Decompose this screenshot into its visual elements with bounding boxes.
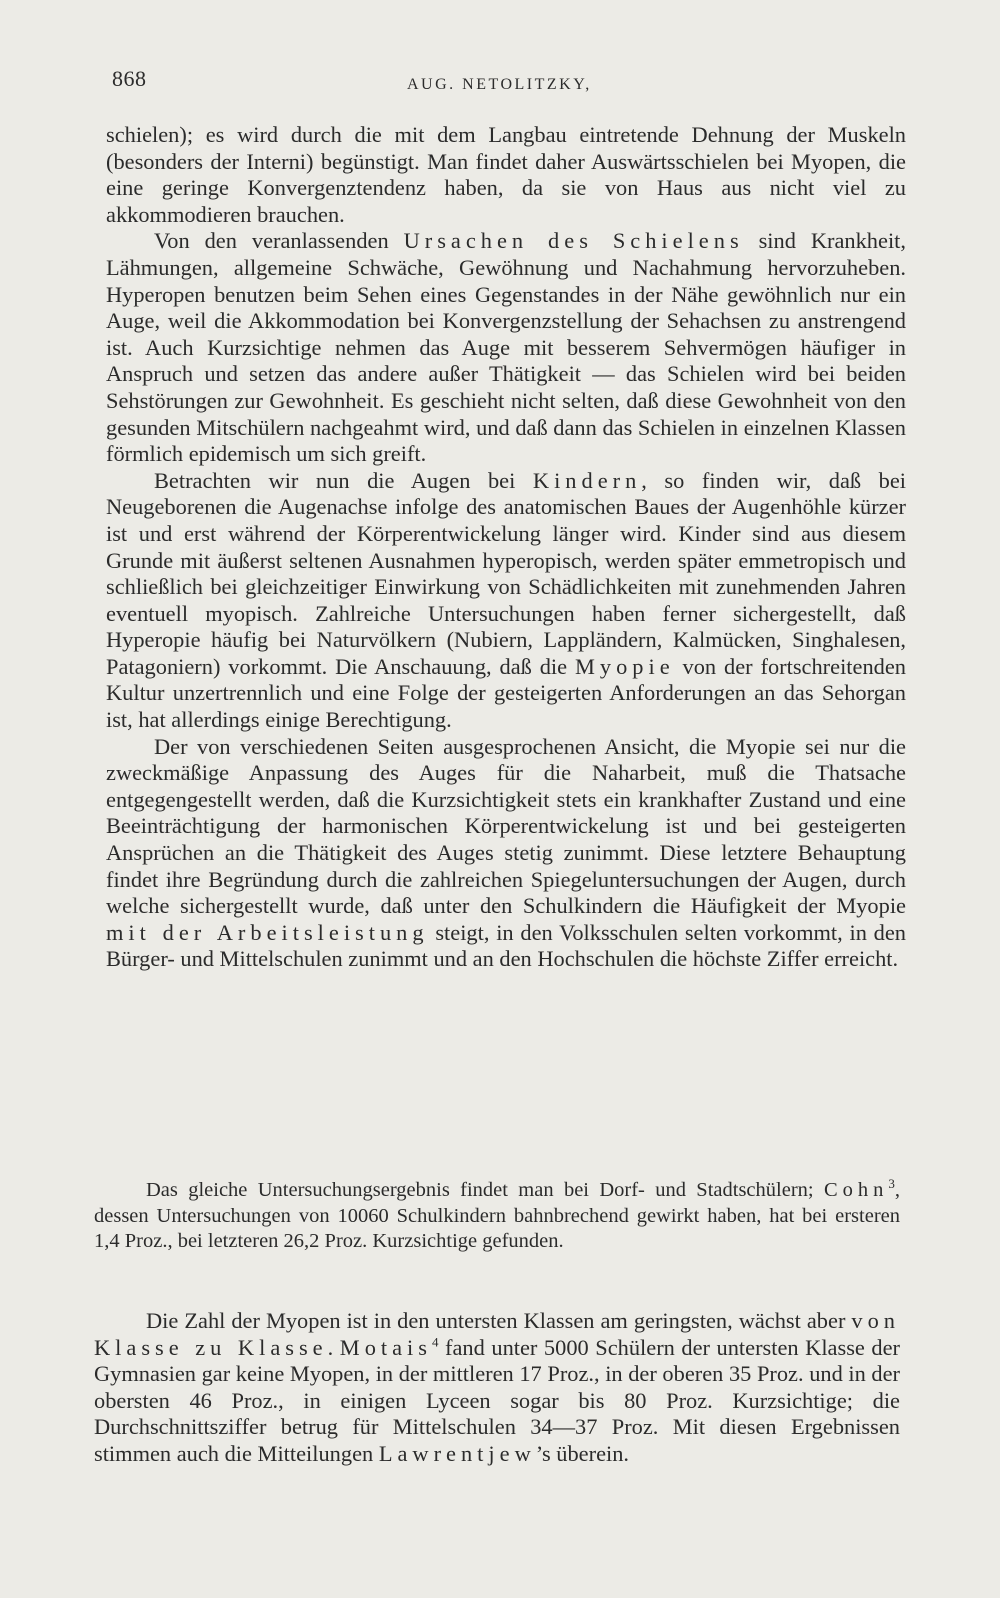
paragraph-6-author-motais: Motais [339, 1334, 432, 1360]
paragraph-4 [106, 734, 906, 973]
paragraph-6-author-lawrentjew: Lawrentjew [378, 1440, 536, 1466]
paragraph-1-text: schielen); es wird durch die mit dem Langbau eintretende Dehnung der Muskeln (besonders der Interni) begünstigt. Man findet daher Auswärtsschielen bei Myopen, die eine geringe Konvergenztendenz haben, da sie von Haus aus nicht viel zu akkommodieren brauchen. [106, 122, 906, 227]
paragraph-4-emphasis: mit der Arbeitsleistung [106, 919, 429, 945]
paragraph-4-text-c: steigt, in den Volksschulen selten vorkommt, in den Bürger- und Mittelschulen zunimmt und an den Hochschulen die höchste Ziffer erreicht. [106, 919, 906, 972]
paragraph-6-text-a: Die Zahl der Myopen ist in den untersten Klassen am geringsten, wächst aber [146, 1308, 852, 1333]
paragraph-4-text-a: Der von verschiedenen Seiten ausgesprochenen Ansicht, die Myopie sei nur die zweckmäßige Anpassung des Auges für die Naharbeit, muß die Thatsache entgegengestellt werden, daß die Kurzsichtigkeit stets ein krankhafter Zustand und eine Beeinträchtigung der harmonischen Körperentwickelung ist und bei gesteigerten Ansprüchen an die Thätigkeit des Auges stetig zunimmt. Diese letztere Behauptung findet ihre Begründung durch die zahlreichen Spiegeluntersuchungen der Augen, durch welche sichergestellt wurde, daß unter den Schulkindern die Häufigkeit der Myopie [106, 733, 906, 919]
paragraph-5 [94, 1178, 900, 1255]
paragraph-5-author-cohn: Cohn [823, 1179, 889, 1201]
paragraph-2-emphasis: Ursachen des Schielens [403, 228, 744, 254]
paragraph-3 [106, 468, 906, 734]
paragraph-2 [106, 228, 906, 467]
paragraph-6 [94, 1308, 900, 1468]
main-text [106, 122, 906, 973]
page-number: 868 [112, 66, 147, 91]
running-head: AUG. NETOLITZKY, [407, 76, 592, 93]
footnote-ref-3: 3 [888, 1176, 895, 1192]
paragraph-3-text-e: von der fortschreitenden Kultur unzertrennlich und eine Folge der gesteigerten Anforderungen an das Sehorgan ist, hat allerdings einige Berechtigung. [106, 653, 906, 733]
paragraph-5-text-a: Das gleiche Untersuchungsergebnis findet man bei Dorf- und Stadtschülern; [146, 1179, 824, 1201]
paragraph-3-text-c: , so finden wir, daß bei Neugeborenen die Augenachse infolge des anatomischen Baues der Augenhöhle kürzer ist und erst während der Körperentwickelung länger wird. Kinder sind aus diesem Grunde mit äußerst seltenen Ausnahmen hyperopisch, werden später emmetropisch und schließlich bei gleichzeitiger Einwirkung von Schädlichkeiten mit zunehmenden Jahren eventuell myopisch. Zahlreiche Untersuchungen haben ferner sichergestellt, daß Hyperopie häufig bei Naturvölkern (Nubiern, Lappländern, Kalmücken, Singhalesen, Patagoniern) vorkommt. Die Anschauung, daß die [106, 467, 906, 679]
paragraph-2-text-c: sind Krankheit, Lähmungen, allgemeine Schwäche, Gewöhnung und Nachahmung hervorzuheben. Hyperopen benutzen beim Sehen eines Gegenstandes in der Nähe gewöhnlich nur ein Auge, weil die Akkommodation bei Konvergenzstellung der Sehachsen zu anstrengend ist. Auch Kurzsichtige nehmen das Auge mit besserem Sehvermögen häufiger in Anspruch und setzen das andere außer Thätigkeit — das Schielen wird bei beiden Sehstörungen zur Gewohnheit. Es geschieht nicht selten, daß diese Gewohnheit von den gesunden Mitschülern nachgeahmt wird, und daß dann das Schielen in einzelnen Klassen förmlich epidemisch um sich greift. [106, 228, 906, 467]
final-text-block [94, 1308, 900, 1468]
paragraph-6-text-c: . [327, 1334, 340, 1360]
paragraph-3-emphasis-myopie: Myopie [574, 653, 675, 679]
paragraph-6-text-g: ’s überein. [535, 1440, 630, 1466]
paragraph-2-text-a: Von den veranlassenden [154, 228, 404, 254]
paragraph-6-emphasis: von Klasse zu Klasse [94, 1308, 900, 1360]
small-print-block [94, 1178, 900, 1255]
paragraph-1 [106, 122, 906, 228]
paragraph-3-emphasis-kindern: Kindern [532, 467, 642, 493]
paragraph-5-text-c: , dessen Untersuchungen von 10060 Schulkindern bahnbrechend gewirkt haben, hat bei ersteren 1,4 Proz., bei letzteren 26,2 Proz. Kurzsichtige gefunden. [94, 1179, 900, 1252]
page-header [112, 66, 902, 100]
paragraph-6-text-e: fand unter 5000 Schülern der untersten Klasse der Gymnasien gar keine Myopen, in der mittleren 17 Proz., in der oberen 35 Proz. und in der obersten 46 Proz., in einigen Lyceen sogar bis 80 Proz. Kurzsichtige; die Durchschnittsziffer betrug für Mittelschulen 34—37 Proz. Mit diesen Ergebnissen stimmen auch die Mitteilungen [94, 1334, 900, 1466]
paragraph-3-text-a: Betrachten wir nun die Augen bei [154, 467, 533, 493]
footnote-ref-4: 4 [431, 1334, 439, 1350]
